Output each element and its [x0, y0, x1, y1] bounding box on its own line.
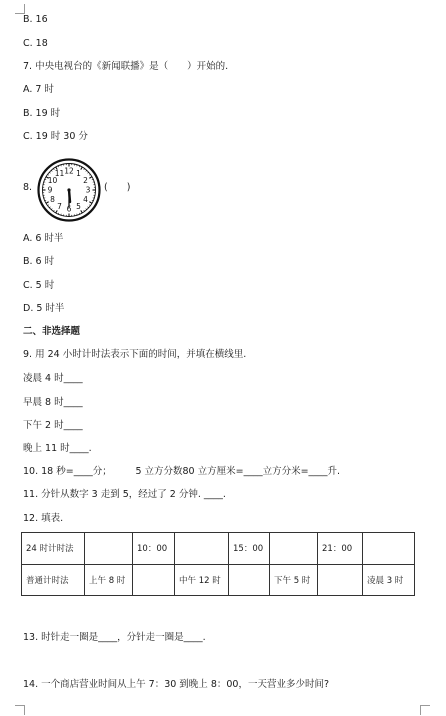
section-heading: 二、非选择题 [23, 326, 81, 337]
question-8-number: 8. [23, 182, 33, 193]
clock-number: 8 [50, 195, 55, 205]
clock-icon [37, 158, 101, 222]
table-cell: 普通计时法 [22, 564, 85, 596]
clock-number: 12 [64, 166, 74, 176]
q8-option-d: D. 5 时半 [23, 303, 65, 314]
table-cell: 24 时计时法 [22, 533, 85, 565]
table-cell [133, 564, 175, 596]
clock-number: 1 [76, 169, 81, 179]
q9-item-4: 晚上 11 时____. [23, 443, 92, 454]
clock-number: 2 [83, 176, 88, 186]
q9-item-1: 凌晨 4 时____ [23, 373, 83, 384]
question-10: 10. 18 秒=____分； 5 立方分数80 立方厘米=____立方分米=____升. [23, 466, 341, 477]
table-cell [363, 533, 415, 565]
question-11: 11. 分针从数字 3 走到 5，经过了 2 分钟. ____. [23, 489, 226, 500]
table-row [22, 564, 415, 596]
question-9: 9. 用 24 小时计时法表示下面的时间，并填在横线里. [23, 349, 247, 360]
option-b-16: B. 16 [23, 14, 48, 25]
table-cell [229, 564, 270, 596]
q7-option-a: A. 7 时 [23, 84, 54, 95]
table-cell [175, 533, 229, 565]
clock-number: 11 [54, 169, 65, 179]
clock-number: 7 [57, 202, 62, 212]
q8-option-c: C. 5 时 [23, 280, 55, 291]
corner-mark-top-left [15, 4, 25, 14]
q9-item-3: 下午 2 时____ [23, 420, 83, 431]
question-12: 12. 填表. [23, 513, 64, 524]
table-cell: 中午 12 时 [175, 564, 229, 596]
option-c-18: C. 18 [23, 38, 48, 49]
clock-face [37, 158, 101, 222]
question-8-answer-blank: ( ) [104, 182, 131, 193]
clock-number: 5 [76, 202, 81, 212]
table-cell: 凌晨 3 时 [363, 564, 415, 596]
clock-number: 9 [47, 185, 53, 195]
time-conversion-table [21, 532, 415, 596]
corner-mark-bottom-left [15, 705, 25, 715]
clock-number: 6 [66, 204, 72, 214]
corner-mark-bottom-right [420, 705, 430, 715]
q7-option-b: B. 19 时 [23, 108, 61, 119]
q7-option-c: C. 19 时 30 分 [23, 131, 88, 142]
table-cell [318, 564, 363, 596]
q9-item-2: 早晨 8 时____ [23, 397, 83, 408]
question-14: 14. 一个商店营业时间从上午 7：30 到晚上 8：00，一天营业多少时间? [23, 679, 329, 690]
table-cell [85, 533, 133, 565]
table-cell: 上午 8 时 [85, 564, 133, 596]
table-cell: 21：00 [318, 533, 363, 565]
table-cell [270, 533, 318, 565]
table-cell: 下午 5 时 [270, 564, 318, 596]
q8-option-b: B. 6 时 [23, 256, 55, 267]
clock-center-pin [67, 188, 70, 191]
table-row [22, 533, 415, 565]
clock-number: 4 [83, 195, 88, 205]
table-cell: 10：00 [133, 533, 175, 565]
table-cell: 15：00 [229, 533, 270, 565]
q8-option-a: A. 6 时半 [23, 233, 64, 244]
question-13: 13. 时针走一圈是____，分针走一圈是____. [23, 632, 206, 643]
clock-number: 3 [85, 185, 91, 195]
clock-number: 10 [47, 176, 58, 186]
question-7: 7. 中央电视台的《新闻联播》是（ ）开始的. [23, 61, 229, 72]
